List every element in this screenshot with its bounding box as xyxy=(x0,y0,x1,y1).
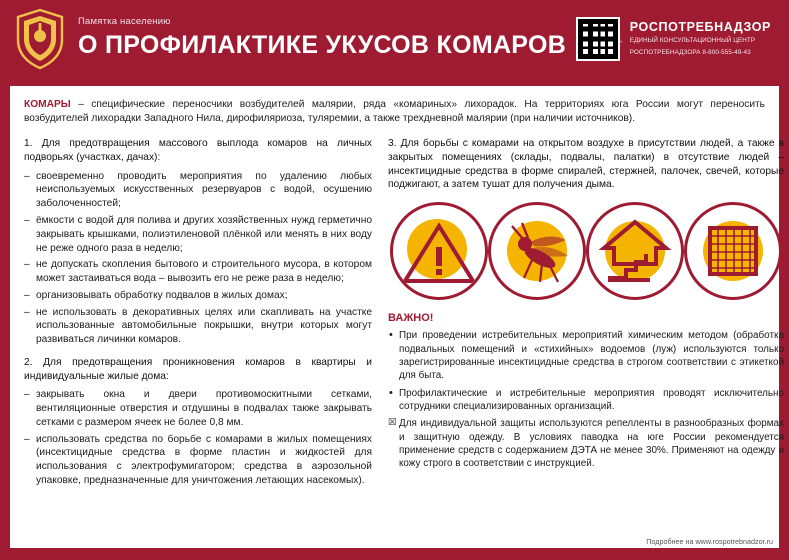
list-item: – использовать средства по борьбе с комарами в жилых помещениях (инсектицидные средства в форме пластин и жидкостей для использования с электрофумигатором; средства в аэрозольной упаковке, предназначенные для уничтожения летающих насекомых). xyxy=(24,433,372,488)
intro-lead: КОМАРЫ xyxy=(24,99,71,110)
house-basement-icon xyxy=(586,202,684,300)
bottom-strip xyxy=(0,550,789,560)
warning-triangle-icon xyxy=(390,202,488,300)
two-column-layout xyxy=(24,137,784,497)
intro-text: – специфические переносчики возбудителей малярии, ряда «комариных» лихорадок. На территориях юга России могут переносить возбудителей лихорадки Западного Нила, дирофиляриоза, туляремии, а также трехдневной малярии (при наличии источников). xyxy=(24,99,765,125)
poster-header xyxy=(0,0,789,78)
poster-body xyxy=(0,78,789,560)
list-item: – не использовать в декоративных целях или скапливать на участке использованные автомобильные покрышки, внутри которых могут развиваться личинки комаров. xyxy=(24,306,372,347)
list-item: – своевременно проводить мероприятия по удалению любых неиспользуемых искусственных резервуаров с водой, осушению заболоченностей; xyxy=(24,170,372,211)
left-column xyxy=(24,137,372,497)
section-1-list xyxy=(24,170,372,347)
important-title: ВАЖНО! xyxy=(388,312,434,325)
list-item: • Профилактические и истребительные мероприятия проводят исключительно сотрудники специализированных организаций. xyxy=(388,387,784,414)
right-column xyxy=(388,137,784,497)
header-org-block xyxy=(576,17,775,61)
org-sub-line2: РОСПОТРЕБНАДЗОРА 8-800-555-49-43 xyxy=(629,48,751,56)
list-item: – не допускать скопления бытового и строительного мусора, в котором может застаиваться вода – вывозить его не реже раза в неделю; xyxy=(24,258,372,286)
section-2-list xyxy=(24,388,372,487)
qr-code-icon[interactable] xyxy=(576,17,620,61)
list-item: ☒ Для индивидуальной защиты используются репелленты в разнообразных формах и защитную одежду. В условиях паводка на юге России рекомендуется применение средств с содержанием ДЭТА не менее 30%. Применяют на одежду и кожу строго в соответствии с инструкцией. xyxy=(388,417,784,470)
mosquito-icon xyxy=(488,202,586,300)
org-identity xyxy=(630,21,771,58)
list-item: – ёмкости с водой для полива и других хозяйственных нужд герметично закрывать крышками, полиэтиленовой плёнкой или менять в них воду не реже одного раза в неделю; xyxy=(24,214,372,255)
content-card xyxy=(10,86,784,548)
window-mesh-icon xyxy=(684,202,782,300)
page-title-text: О ПРОФИЛАКТИКЕ УКУСОВ КОМАРОВ xyxy=(78,31,567,60)
section-2-title: 2. Для предотвращения проникновения комаров в квартиры и индивидуальные жилые дома: xyxy=(24,356,372,382)
list-item: – закрывать окна и двери противомоскитными сетками, вентиляционные отверстия и отдушины в подвалах также закрывать сетками с размером ячеек не более 0,8 мм. xyxy=(24,388,372,429)
icon-row xyxy=(388,202,784,300)
important-list xyxy=(388,329,784,471)
org-sub-line1: ЕДИНЫЙ КОНСУЛЬТАЦИОННЫЙ ЦЕНТР xyxy=(629,37,756,45)
list-item: • При проведении истребительных мероприятий химическим методом (обработка подвальных помещений и «стихийных» водоемов (луж) используются только зарегистрированные инсектицидные средства в строгом соответствии с этикеткой для быта. xyxy=(388,329,784,382)
header-titles xyxy=(66,16,576,62)
section-3-title: 3. Для борьбы с комарами на открытом воздухе в присутствии людей, а также в закрытых помещениях (склады, подвалы, палатки) в отсутствие людей – инсектицидные средства в форме спиралей, стержней, палочек, свечей, которые поджигают, а затем тушат для получения дыма. xyxy=(388,138,784,191)
section-1-title: 1. Для предотвращения массового выплода комаров на личных подворьях (участках, дачах): xyxy=(24,138,372,163)
list-item: – организовывать обработку подвалов в жилых домах; xyxy=(24,289,372,303)
org-name: РОСПОТРЕБНАДЗОР xyxy=(629,19,771,34)
memo-label: Памятка населению xyxy=(78,15,171,27)
page-title xyxy=(78,31,576,62)
intro-paragraph xyxy=(24,98,765,126)
coat-of-arms-icon xyxy=(14,8,66,70)
footer-note: Подробнее на www.rospotrebnadzor.ru xyxy=(646,537,773,546)
